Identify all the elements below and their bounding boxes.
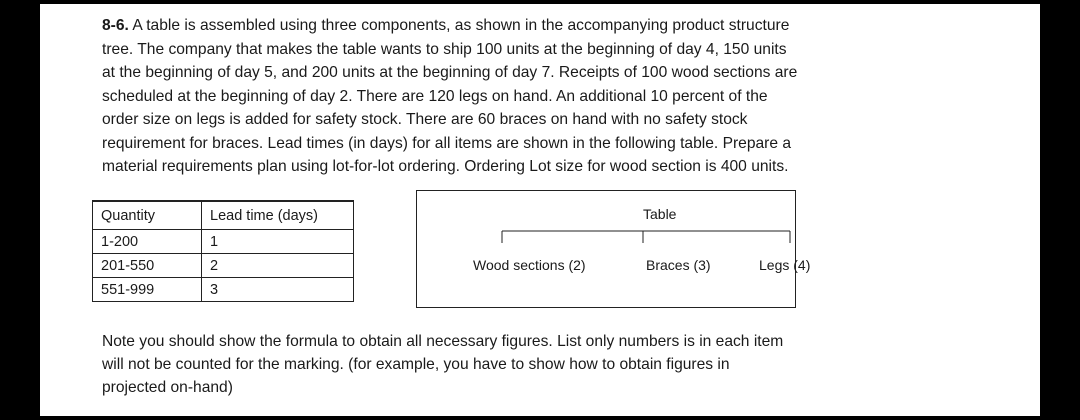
problem-line: material requirements plan using lot-for-lot ordering. Ordering Lot size for wood section is 400 units. bbox=[102, 158, 789, 175]
table-row bbox=[93, 278, 354, 302]
tree-root-table: Table bbox=[643, 206, 677, 222]
problem-number: 8-6. bbox=[102, 17, 129, 34]
cell-quantity: 1-200 bbox=[93, 230, 202, 254]
header-quantity: Quantity bbox=[93, 201, 202, 230]
lead-time-table bbox=[92, 200, 354, 302]
table-header-row bbox=[93, 201, 354, 230]
cell-quantity: 201-550 bbox=[93, 254, 202, 278]
problem-line: at the beginning of day 5, and 200 units at the beginning of day 7. Receipts of 100 wood sections are bbox=[102, 64, 798, 81]
tree-connectors bbox=[417, 191, 795, 307]
cell-lead-time: 1 bbox=[202, 230, 354, 254]
problem-line: order size on legs is added for safety stock. There are 60 braces on hand with no safety stock bbox=[102, 111, 748, 128]
problem-line: scheduled at the beginning of day 2. There are 120 legs on hand. An additional 10 percent of the bbox=[102, 87, 768, 105]
cell-quantity: 551-999 bbox=[93, 278, 202, 302]
problem-line: requirement for braces. Lead times (in days) for all items are shown in the following table. Prepare a bbox=[102, 134, 792, 152]
problem-line: tree. The company that makes the table wants to ship 100 units at the beginning of day 4, 150 units bbox=[102, 40, 787, 58]
tree-node-braces: Braces (3) bbox=[646, 257, 711, 273]
problem-statement bbox=[102, 14, 932, 179]
tree-node-wood-sections: Wood sections (2) bbox=[473, 257, 586, 273]
note-line: Note you should show the formula to obtain all necessary figures. List only numbers is in each item bbox=[102, 333, 784, 350]
cell-lead-time: 3 bbox=[202, 278, 354, 302]
header-lead-time: Lead time (days) bbox=[202, 201, 354, 230]
cell-lead-time: 2 bbox=[202, 254, 354, 278]
note-text bbox=[102, 330, 932, 399]
table-row bbox=[93, 254, 354, 278]
note-line: projected on-hand) bbox=[102, 379, 233, 396]
tree-node-legs: Legs (4) bbox=[759, 257, 811, 273]
note-line: will not be counted for the marking. (for example, you have to show how to obtain figures in bbox=[102, 356, 730, 373]
product-structure-tree bbox=[416, 190, 811, 308]
table-row bbox=[93, 230, 354, 254]
problem-line: 8-6. A table is assembled using three components, as shown in the accompanying product structure bbox=[102, 17, 790, 34]
